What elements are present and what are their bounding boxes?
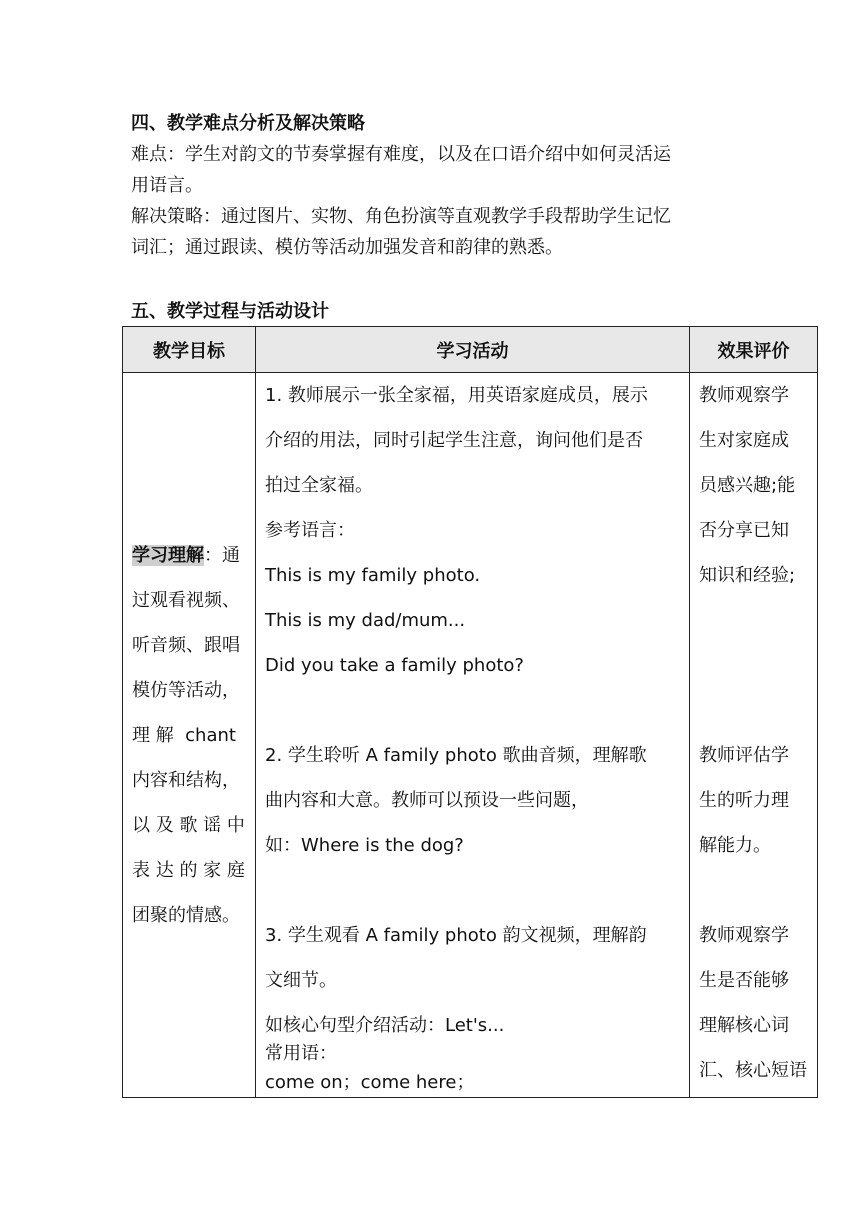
activity-1-line: 1. 教师展示一张全家福，用英语家庭成员，展示: [265, 385, 648, 406]
goal-line: 过观看视频、: [132, 590, 240, 611]
section-4-line-3: 解决策略：通过图片、实物、角色扮演等直观教学手段帮助学生记忆: [131, 206, 671, 227]
activity-2-line: 2. 学生聆听 A family photo 歌曲音频，理解歌: [265, 745, 647, 766]
goal-line: 内容和结构，: [132, 770, 240, 791]
section-5-heading: 五、教学过程与活动设计: [131, 301, 329, 322]
goal-line: 以 及 歌 谣 中: [132, 815, 245, 836]
evaluation-2-line: 解能力。: [699, 835, 771, 856]
activity-3-line: come on；come here；: [265, 1072, 475, 1093]
activity-3-line: 如核心句型介绍活动：Let's...: [265, 1015, 505, 1036]
evaluation-1-line: 员感兴趣;能: [699, 475, 796, 496]
activity-2-line: 曲内容和大意。教师可以预设一些问题，: [265, 790, 589, 811]
goal-highlight: 学习理解: [132, 545, 204, 566]
goal-line: 听音频、跟唱: [132, 635, 240, 656]
goal-line: 团聚的情感。: [132, 905, 240, 926]
activity-2-line: 如：Where is the dog?: [265, 835, 464, 856]
header-goal: 教学目标: [123, 327, 256, 373]
header-evaluation: 效果评价: [690, 327, 818, 373]
evaluation-2-line: 教师评估学: [699, 745, 789, 766]
section-4-line-1: 难点：学生对韵文的节奏掌握有难度，以及在口语介绍中如何灵活运: [131, 144, 671, 165]
evaluation-1-line: 教师观察学: [699, 385, 789, 406]
goal-line: 学习理解：通: [132, 545, 240, 566]
evaluation-3-line: 教师观察学: [699, 925, 789, 946]
activity-table: [122, 326, 818, 1098]
evaluation-1-line: 否分享已知: [699, 520, 789, 541]
section-4-heading: 四、教学难点分析及解决策略: [131, 113, 365, 134]
evaluation-3-line: 生是否能够: [699, 970, 789, 991]
table-header-row: [123, 327, 818, 373]
evaluation-1-line: 知识和经验;: [699, 565, 796, 586]
activity-1-line: 介绍的用法，同时引起学生注意，询问他们是否: [265, 430, 643, 451]
activity-1-line: This is my dad/mum...: [265, 610, 466, 631]
activity-cell: [256, 373, 690, 1098]
section-4-line-4: 词汇；通过跟读、模仿等活动加强发音和韵律的熟悉。: [131, 237, 563, 258]
evaluation-1-line: 生对家庭成: [699, 430, 789, 451]
activity-1-line: Did you take a family photo?: [265, 655, 524, 676]
activity-3-line: 3. 学生观看 A family photo 韵文视频，理解韵: [265, 925, 647, 946]
goal-line: 理 解 chant: [132, 725, 236, 746]
evaluation-2-line: 生的听力理: [699, 790, 789, 811]
goal-cell: [123, 373, 256, 1098]
activity-3-line: 常用语：: [265, 1043, 337, 1064]
table-row: [123, 373, 818, 1098]
header-activity: 学习活动: [256, 327, 690, 373]
activity-1-line: This is my family photo.: [265, 565, 481, 586]
activity-1-line: 参考语言：: [265, 520, 355, 541]
evaluation-cell: [690, 373, 818, 1098]
activity-1-line: 拍过全家福。: [265, 475, 373, 496]
goal-line: 表 达 的 家 庭: [132, 860, 245, 881]
activity-3-line: 文细节。: [265, 970, 337, 991]
section-4-line-2: 用语言。: [131, 175, 203, 196]
evaluation-3-line: 理解核心词: [699, 1015, 789, 1036]
goal-line: 模仿等活动，: [132, 680, 240, 701]
evaluation-3-line: 汇、核心短语: [699, 1060, 807, 1081]
